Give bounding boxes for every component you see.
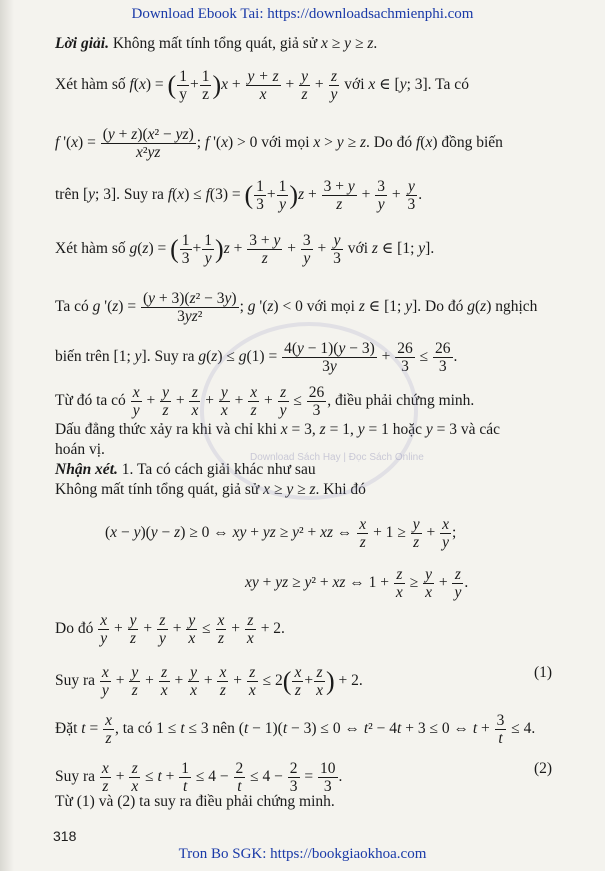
line-therefore: Do đó $\frac{x}{y}$ + $\frac{y}{z}$ + $\frac{z}{y}$ + $\frac{y}{x}$ ≤ $\frac{x}{z}$ + $\frac{z}{x}$ + 2. (55, 612, 285, 647)
line-final: Từ (1) và (2) ta suy ra điều phải chứng minh. (55, 793, 335, 810)
line-define-f: Xét hàm số f(x) = ( $\frac{1}{y}$ + $\frac{1}{z}$ )x + $\frac{y + z}{x}$ + $\frac{y}{z}$ + $\frac{z}{y}$ với x ∈ [y; 3]. Ta có (55, 68, 469, 103)
line-inequality-2: xy + yz ≥ y² + xz ⇔ 1 + $\frac{z}{x}$ ≥ $\frac{y}{x}$ + $\frac{z}{y}$ . (245, 566, 469, 601)
line-equality-case: Dấu đẳng thức xảy ra khi và chỉ khi x = 3, z = 1, y = 1 hoặc y = 3 và các (55, 421, 501, 438)
line-derivative-f: f '(x) = $\frac{\text{(y + z)(x² − yz)}}{\text{x²yz}}$ ; f '(x) > 0 với mọi x > y ≥ z. Do đó f(x) đồng biến (55, 126, 503, 161)
header-link[interactable]: Download Ebook Tai: https://downloadsachmienphi.com (131, 6, 474, 22)
line-remark: Nhận xét. 1. Ta có cách giải khác như sau (55, 461, 316, 478)
line-wlog-2: Không mất tính tổng quát, giả sử x ≥ y ≥ z. Khi đó (55, 481, 366, 498)
page-number: 318 (53, 828, 77, 844)
page-fold-shadow (0, 0, 14, 871)
line-substitution: Đặt t = $\frac{x}{z}$ , ta có 1 ≤ t ≤ 3 nên (t − 1)(t − 3) ≤ 0 ⇔ t² − 4t + 3 ≤ 0 ⇔ t + $\frac{3}{t}$ ≤ 4. (55, 712, 536, 747)
solution-label: Lời giải. (55, 35, 109, 52)
line-solution-intro: Lời giải. Không mất tính tổng quát, giả sử x ≥ y ≥ z. (55, 35, 378, 52)
line-define-g: Xét hàm số g(z) = ( $\frac{1}{3}$ + $\frac{1}{y}$ )z + $\frac{3 + y}{z}$ + $\frac{3}{y}$ + $\frac{y}{3}$ với z ∈ [1; y]. (55, 232, 435, 267)
equation-number-2: (2) (534, 760, 553, 777)
line-permutations: hoán vị. (55, 441, 105, 458)
line-g-bound: biến trên [1; y]. Suy ra g(z) ≤ g(1) = $\frac{4(y - 1)(y - 3)}{3y}$ + $\frac{26}{3}$ ≤ $\frac{26}{3}$ . (55, 340, 458, 375)
line-f-bound: trên [y; 3]. Suy ra f(x) ≤ f(3) = ( $\frac{1}{3}$ + $\frac{1}{y}$ )z + $\frac{3 + y}{z}$ + $\frac{3}{y}$ + $\frac{y}{3}$ . (55, 178, 423, 213)
footer-link[interactable]: Tron Bo SGK: https://bookgiaokhoa.com (178, 846, 427, 862)
line-inequality-1: (x − y)(y − z) ≥ 0 ⇔ xy + yz ≥ y² + xz ⇔ $\frac{x}{z}$ + 1 ≥ $\frac{y}{z}$ + $\frac{x}{y}$ ; (105, 516, 457, 551)
line-conclusion: Từ đó ta có $\frac{x}{y}$ + $\frac{y}{z}$ + $\frac{z}{x}$ + $\frac{y}{x}$ + $\frac{x}{z}$ + $\frac{z}{y}$ ≤ $\frac{26}{3}$ , điều phải chứng minh. (55, 384, 475, 419)
watermark-text: Download Sách Hay | Đọc Sách Online (250, 452, 424, 463)
line-deduce-1: Suy ra $\frac{x}{y}$ + $\frac{y}{z}$ + $\frac{z}{x}$ + $\frac{y}{x}$ + $\frac{x}{z}$ + $\frac{z}{x}$ ≤ 2( $\frac{x}{z}$ + $\frac{z}{x}$ ) + 2. (55, 664, 363, 699)
remark-label: Nhận xét. (55, 461, 118, 478)
line-deduce-2: Suy ra $\frac{x}{z}$ + $\frac{z}{x}$ ≤ t + $\frac{1}{t}$ ≤ 4 − $\frac{2}{t}$ ≤ 4 − $\frac{2}{3}$ = $\frac{10}{3}$ . (55, 760, 343, 795)
line-derivative-g: Ta có g '(z) = $\frac{\text{(y + 3)(z² − 3y)}}{\text{3yz²}}$ ; g '(z) < 0 với mọi z ∈ [1; y]. Do đó g(z) nghịch (55, 290, 538, 325)
equation-number-1: (1) (534, 664, 553, 681)
